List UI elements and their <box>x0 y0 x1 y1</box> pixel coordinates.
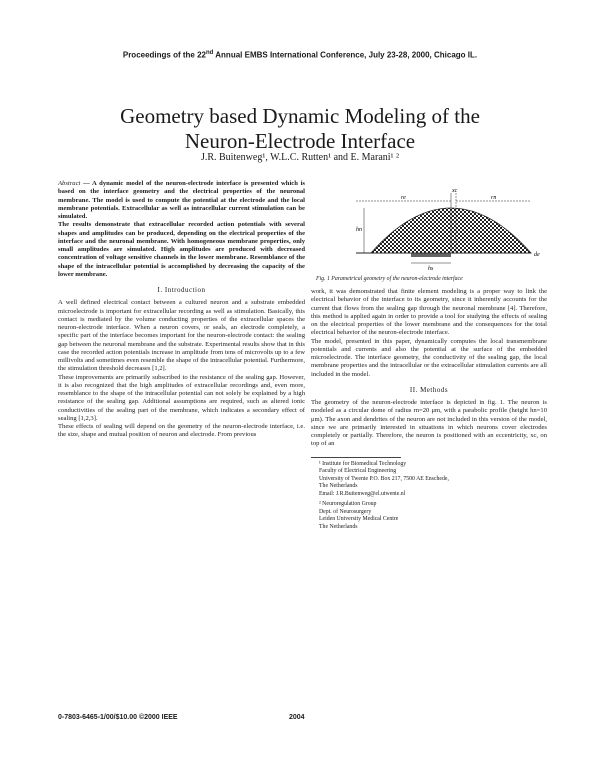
footnote-line: ¹ Institute for Biomedical Technology <box>319 460 407 467</box>
intro-paragraph: These improvements are primarily subscribed to the resistance of the sealing gap. However, it is also recognized that the high amplitudes of extracellular recordings and, even more, resemblance to the shape of the intracellular potential can not solely be explained by a high resistance of the sealing gap. Additional assumptions are required, such as altered ionic conductivities of the sealing part of the membrane, which indicates a secondary effect of sealing [1,2,3]. <box>58 373 305 422</box>
footnote-line: Leiden University Medical Centre <box>319 516 399 522</box>
right-column <box>311 288 547 531</box>
figure-1 <box>316 183 546 273</box>
footer-page-number: 2004 <box>289 714 305 721</box>
footnote-line: Email: J.R.Buitenweg@el.utwente.nl <box>319 490 406 497</box>
neuron-electrode-diagram <box>316 183 546 273</box>
paper-title <box>0 104 600 154</box>
footnote-2 <box>311 501 547 531</box>
label-xc: xc <box>452 188 458 194</box>
abstract-text-1: — A dynamic model of the neuron-electrode interface is presented which is based on the interface geometry and the electrical properties of the neuronal membrane. The model is used to compute the potential at the electrode and the local membrane potentials. Extracellular as well as intracellular current stimulation can be simulated. <box>58 180 305 220</box>
footnote-line: University of Twente P.O. Box 217, 7500 AE Enschede, <box>319 475 449 482</box>
body-paragraph: The model, presented in this paper, dynamically computes the local transmembrane potentials and currents and also the potential at the surface of the embedded microelectrode. The interface geometry, the conductivity of the sealing gap, the local membrane properties and the intracellular or the extracellular stimulation currents are all included in the model. <box>311 337 547 378</box>
title-line-2: Neuron-Electrode Interface <box>184 129 416 153</box>
section-heading-introduction: I. Introduction <box>157 286 206 294</box>
label-hs: hs <box>428 266 434 272</box>
intro-paragraph: These effects of sealing will depend on the geometry of the neuron-electrode interface, i.e. the size, shape and mutual position of neuron and electrode. From previous <box>58 423 305 439</box>
conference-header <box>0 50 600 60</box>
abstract-label: Abstract <box>58 180 81 187</box>
footnote-line: The Netherlands <box>319 523 358 530</box>
electrode <box>411 253 451 257</box>
label-rn: rn <box>491 195 497 201</box>
label-hn: hn <box>356 227 362 233</box>
conference-ordinal: nd <box>206 50 214 56</box>
footnote-1 <box>311 461 547 499</box>
section-heading-methods: II. Methods <box>409 385 449 394</box>
abstract-paragraph-2: The results demonstrate that extracellular recorded action potentials with several shapes and amplitudes can be produced, depending on the electrical properties of the interface and the neuronal membrane. With homogeneous membrane properties, only small amplitudes are simulated. High amplitudes are produced with decreased concentration of voltage sensitive channels in the lower membrane. Resemblance of the shape of the intracellular potential is accomplished by decreasing the capacity of the lower membrane. <box>58 221 305 278</box>
title-line-1: Geometry based Dynamic Modeling of the <box>120 104 480 128</box>
footnote-line: ² Neuroregulation Group <box>319 501 377 507</box>
label-re: re <box>401 195 406 201</box>
footnote-rule <box>311 457 401 458</box>
body-paragraph: work, it was demonstrated that finite element modeling is a proper way to link the electrical behavior of the interface to its geometry, since it inherently accounts for the current that flows from the sealing gap through the neuronal membrane [4]. Therefore, this method is applied again in order to provide a tool for studying the effects of sealing on the electrical properties of the lower membrane and the consequences for the total electrical behavior of the neuron-electrode interface. <box>311 288 547 337</box>
methods-paragraph: The geometry of the neuron-electrode interface is depicted in fig. 1. The neuron is modeled as a circular dome of radius rn=20 μm, with a parabolic profile (height hn=10 μm). The axon and dendrites of the neuron are not included in this version of the model, since we are primarily interested in situations in which neurons cover electrodes completely or partially. Therefore, the neuron is positioned with an eccentricity, xc, on top of an <box>311 399 547 448</box>
footnote-line: Faculty of Electrical Engineering <box>319 468 397 474</box>
left-column <box>58 180 305 440</box>
conference-name-start: Proceedings of the 22 <box>122 50 206 60</box>
footnote-line: Dept. of Neurosurgery <box>319 508 372 515</box>
conference-name-end: Annual EMBS International Conference, July 23-28, 2000, Chicago IL. <box>213 50 478 60</box>
label-de: de <box>534 252 540 258</box>
footnote-line: The Netherlands <box>319 483 358 489</box>
footer-isbn: 0-7803-6465-1/00/$10.00 ©2000 IEEE <box>58 714 178 721</box>
figure-caption: Fig. 1 Parametrical geometry of the neuron-electrode interface <box>316 276 463 282</box>
authors: J.R. Buitenweg¹, W.L.C. Rutten¹ and E. Marani¹ ² <box>200 152 400 163</box>
abstract-paragraph-1 <box>58 180 305 221</box>
intro-paragraph: A well defined electrical contact between a cultured neuron and a substrate embedded microelectrode is important for extracellular recording as well as stimulation. Basically, this contact is mediated by the volume conducting properties of the extracellular spaces the neuron-electrode interface. When a neuron covers, or seals, an electrode completely, a specific part of the interface becomes important for the neuron-electrode contact: the sealing gap between the neuronal membrane and the substrate. Experimental results show that in this case the recorded action potentials increase in amplitude from tens of microvolts up to a few millivolts and sometimes even resemble the shape of the intracellular potential. Furthermore, the stimulation threshold decreases [1,2]. <box>58 299 305 373</box>
